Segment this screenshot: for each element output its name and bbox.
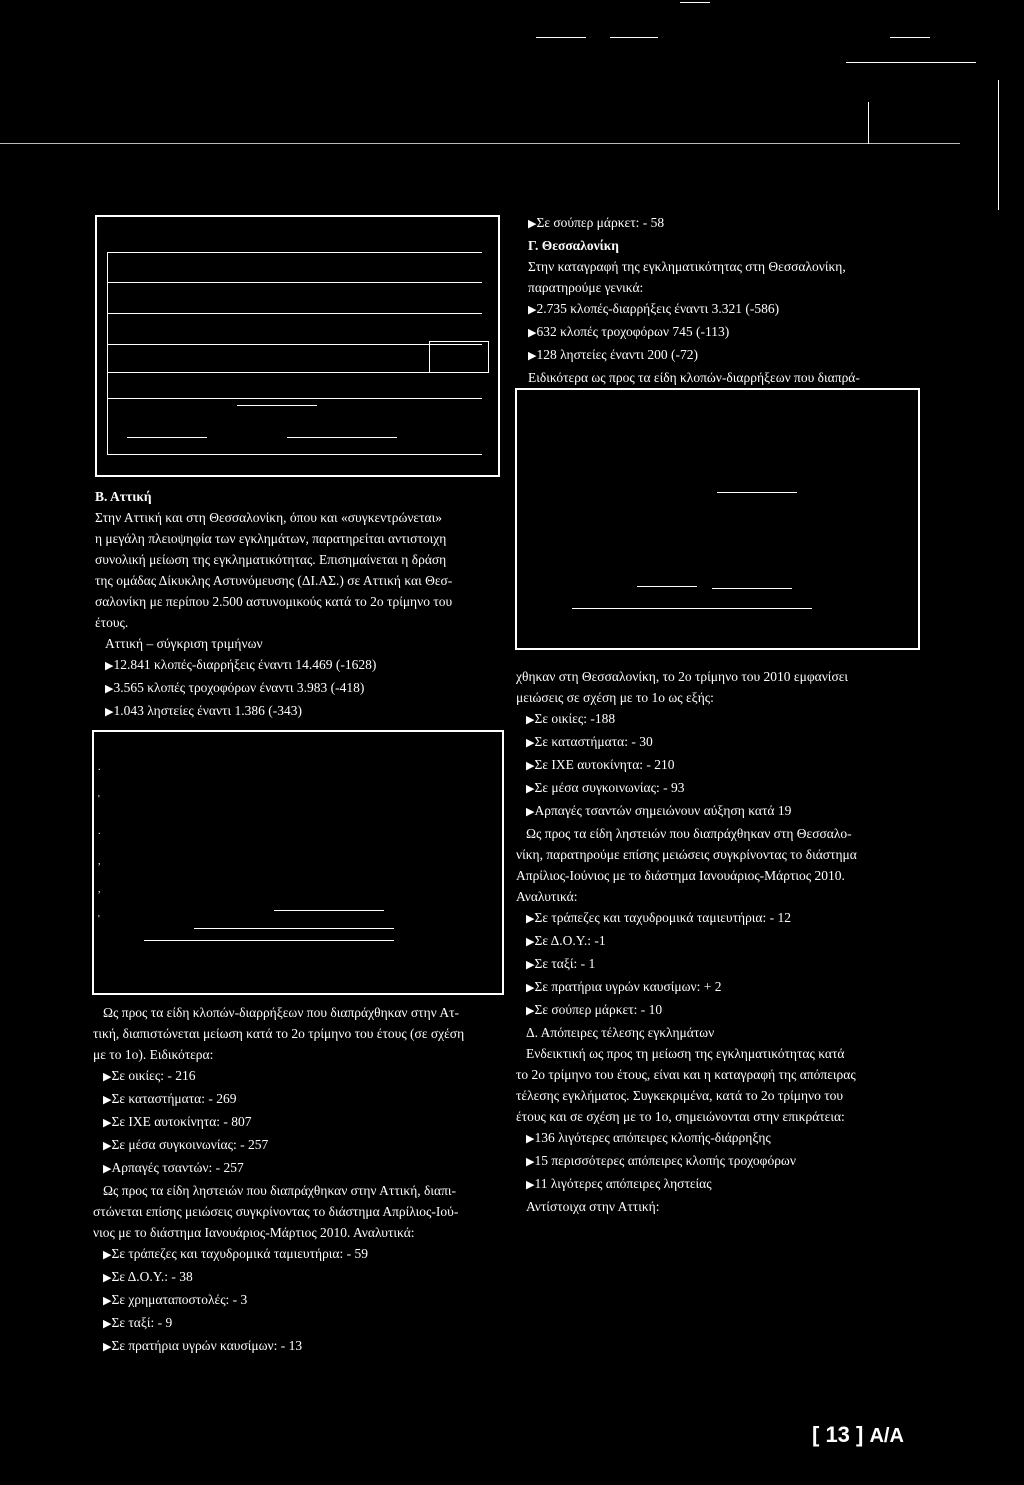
section-heading: Β. Αττική [95,489,152,504]
right-top-column [528,212,918,388]
list-item: ▶ 1.043 ληστείες έναντι 1.386 (-343) [95,700,507,723]
list-item: ▶ Σε Δ.Ο.Υ.: - 38 [93,1266,505,1289]
list-item: ▶ Σε τράπεζες και ταχυδρομικά ταμιευτήρια: - 12 [516,907,921,930]
list-item: ▶ Σε τράπεζες και ταχυδρομικά ταμιευτήρια: - 59 [93,1243,505,1266]
list-item: ▶ Σε καταστήματα: - 30 [516,731,921,754]
list-item: ▶ Σε Δ.Ο.Υ.: -1 [516,930,921,953]
list-item: ▶ 12.841 κλοπές-διαρρήξεις έναντι 14.469 (-1628) [95,654,507,677]
list-item: ▶ 632 κλοπές τροχοφόρων 745 (-113) [528,321,918,344]
table-figure-right [515,388,920,650]
list-item: ▶ Σε ταξί: - 9 [93,1312,505,1335]
paragraph-line: της ομάδας Δίκυκλης Αστυνόμευσης (ΔΙ.ΑΣ.) σε Αττική και Θεσ- [95,573,453,588]
list-item: ▶ Σε καταστήματα: - 269 [93,1088,505,1111]
list-item: ▶ Σε πρατήρια υγρών καυσίμων: - 13 [93,1335,505,1358]
paragraph-line: Αντίστοιχα στην Αττική: [526,1199,660,1214]
paragraph-line: έτους. [95,615,129,630]
list-item: ▶ Σε μέσα συγκοινωνίας: - 93 [516,777,921,800]
paragraph-line: μειώσεις σε σχέση με το 1ο ως εξής: [516,690,714,705]
paragraph-line: Ενδεικτική ως προς τη μείωση της εγκληματικότητας κατά [526,1046,845,1061]
thessaloniki-breakdown [516,666,921,1217]
paragraph-line: το 2ο τρίμηνο του έτους, είναι και η καταγραφή της απόπειρας [516,1067,856,1082]
paragraph-line: η μεγάλη πλειοψηφία των εγκλημάτων, παρατηρείται αντιστοιχη [95,531,447,546]
paragraph-line: χθηκαν στη Θεσσαλονίκη, το 2ο τρίμηνο του 2010 εμφανίσει [516,669,849,684]
list-item: ▶ Αρπαγές τσαντών σημειώνουν αύξηση κατά 19 [516,800,921,823]
list-item: ▶ 3.565 κλοπές τροχοφόρων έναντι 3.983 (-418) [95,677,507,700]
paragraph-line: Στην Αττική και στη Θεσσαλονίκη, όπου και «συγκεντρώνεται» [95,510,442,525]
table-figure-top-left [95,215,500,477]
list-item: ▶ Σε οικίες: -188 [516,708,921,731]
list-item: ▶ Σε σούπερ μάρκετ: - 58 [528,212,918,235]
paragraph-line: παρατηρούμε γενικά: [528,280,644,295]
list-item: ▶ Σε οικίες: - 216 [93,1065,505,1088]
list-item: ▶ Αρπαγές τσαντών: - 257 [93,1157,505,1180]
paragraph-line: Ως προς τα είδη ληστειών που διαπράχθηκαν στην Αττική, διαπι- [103,1183,457,1198]
attica-breakdown [93,1002,505,1358]
paragraph-line: στώνεται επίσης μειώσεις συγκρίνοντας το διάστημα Απρίλιος-Ιού- [93,1204,459,1219]
paragraph-line: νίκη, παρατηρούμε επίσης μειώσεις συγκρίνοντας το διάστημα [516,847,857,862]
paragraph-line: Στην καταγραφή της εγκληματικότητας στη Θεσσαλονίκη, [528,259,846,274]
page-number: [ 13 ] [812,1422,864,1447]
list-item: ▶ 128 ληστείες έναντι 200 (-72) [528,344,918,367]
paragraph-line: σαλονίκη με περίπου 2.500 αστυνομικούς κατά το 2ο τρίμηνο του [95,594,453,609]
paragraph-line: Απρίλιος-Ιούνιος με το διάστημα Ιανουάριος-Μάρτιος 2010. [516,868,845,883]
list-item: ▶ 15 περισσότερες απόπειρες κλοπής τροχοφόρων [516,1150,921,1173]
list-item: ▶ Σε ΙΧΕ αυτοκίνητα: - 210 [516,754,921,777]
paragraph-line: με το 1ο). Ειδικότερα: [93,1047,214,1062]
paragraph-line: τέλεσης εγκλήματος. Συγκεκριμένα, κατά το 2ο τρίμηνο του [516,1088,844,1103]
paragraph-line: έτους και σε σχέση με το 1ο, σημειώνονται στην επικράτεια: [516,1109,845,1124]
table-figure-bottom-left: . ' . , , ' [92,730,504,995]
paragraph-line: Αναλυτικά: [516,889,578,904]
section-code: Α/Α [869,1425,904,1447]
paragraph-line: Ως προς τα είδη ληστειών που διαπράχθηκαν στη Θεσσαλο- [526,826,852,841]
list-item: ▶ 136 λιγότερες απόπειρες κλοπής-διάρρηξης [516,1127,921,1150]
list-item: ▶ 11 λιγότερες απόπειρες ληστείας [516,1173,921,1196]
list-item: ▶ Σε ταξί: - 1 [516,953,921,976]
attica-section [95,486,507,723]
paragraph-line: νιος με το διάστημα Ιανουάριος-Μάρτιος 2010. Αναλυτικά: [93,1225,415,1240]
paragraph-line: συνολική μείωση της εγκληματικότητας. Επισημαίνεται η δράση [95,552,447,567]
paragraph-line: Ειδικότερα ως προς τα είδη κλοπών-διαρρήξεων που διαπρά- [528,370,860,385]
list-item: ▶ Σε χρηματαποστολές: - 3 [93,1289,505,1312]
page-footer [812,1422,904,1448]
list-item: ▶ Σε πρατήρια υγρών καυσίμων: + 2 [516,976,921,999]
paragraph-line: Ως προς τα είδη κλοπών-διαρρήξεων που διαπράχθηκαν στην Ατ- [103,1005,460,1020]
list-item: ▶ Σε σούπερ μάρκετ: - 10 [516,999,921,1022]
list-item: ▶ Σε μέσα συγκοινωνίας: - 257 [93,1134,505,1157]
paragraph-line: τική, διαπιστώνεται μείωση κατά το 2ο τρίμηνο του έτους (σε σχέση [93,1026,465,1041]
list-item: ▶ 2.735 κλοπές-διαρρήξεις έναντι 3.321 (-586) [528,298,918,321]
subheading: Αττική – σύγκριση τριμήνων [105,636,263,651]
section-heading: Γ. Θεσσαλονίκη [528,238,619,253]
section-heading: Δ. Απόπειρες τέλεσης εγκλημάτων [526,1025,715,1040]
list-item: ▶ Σε ΙΧΕ αυτοκίνητα: - 807 [93,1111,505,1134]
